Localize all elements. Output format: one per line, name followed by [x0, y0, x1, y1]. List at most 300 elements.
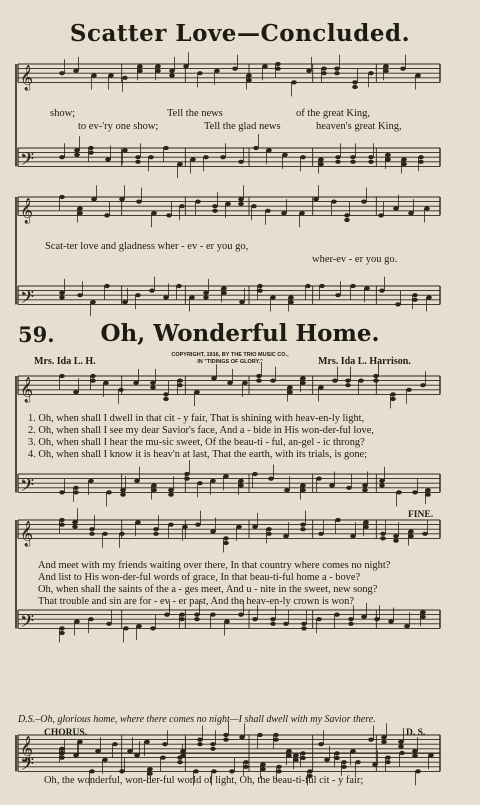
- note-head: [59, 518, 65, 522]
- note-head: [91, 197, 97, 201]
- note-head: [122, 148, 128, 152]
- note-head: [195, 200, 201, 204]
- note-head: [108, 73, 114, 77]
- note-head: [273, 738, 279, 742]
- note-head: [350, 534, 356, 538]
- note-head: [380, 532, 386, 536]
- fine-mark: FINE.: [408, 510, 434, 520]
- note-head: [418, 160, 424, 164]
- note-head: [281, 211, 287, 215]
- note-head: [194, 390, 200, 394]
- note-head: [341, 765, 347, 769]
- note-head: [363, 525, 369, 529]
- note-head: [428, 753, 434, 757]
- note-head: [179, 204, 185, 208]
- note-head: [316, 477, 322, 481]
- note-head: [183, 64, 189, 68]
- verse-3: 3. Oh, when shall I hear the mu-sic sweet, Of the beau-ti - ful, an-gel - ic throng?: [28, 437, 365, 448]
- note-head: [257, 733, 263, 737]
- note-head: [334, 613, 340, 617]
- note-head: [210, 747, 216, 751]
- note-head: [393, 206, 399, 210]
- note-head: [252, 472, 258, 476]
- note-head: [396, 490, 402, 494]
- note-head: [422, 532, 428, 536]
- note-head: [287, 385, 293, 389]
- note-head: [379, 479, 385, 483]
- note-head: [301, 626, 307, 630]
- note-head: [368, 155, 374, 159]
- note-head: [203, 155, 209, 159]
- note-head: [383, 69, 389, 73]
- note-head: [223, 536, 229, 540]
- lyric-line: Scat-ter love and gladness wher - ev - er you go,: [45, 241, 249, 252]
- note-head: [321, 71, 327, 75]
- note-head: [408, 211, 414, 215]
- note-head: [72, 520, 78, 524]
- note-head: [184, 472, 190, 476]
- note-head: [252, 525, 258, 529]
- note-head: [313, 197, 319, 201]
- note-head: [324, 758, 330, 762]
- note-head: [270, 617, 276, 621]
- verse-4-cont: That trouble and sin are for - ev - er past, And the heav-en-ly crown is won?: [38, 596, 354, 607]
- note-head: [368, 160, 374, 164]
- lyric-line: of the great King,: [296, 108, 371, 119]
- note-head: [301, 622, 307, 626]
- note-head: [239, 735, 245, 739]
- note-head: [406, 388, 412, 392]
- note-head: [225, 202, 231, 206]
- note-head: [276, 765, 282, 769]
- note-head: [361, 200, 367, 204]
- note-head: [344, 213, 350, 217]
- note-head: [383, 64, 389, 68]
- note-head: [103, 381, 109, 385]
- note-head: [390, 392, 396, 396]
- note-head: [220, 155, 226, 159]
- note-head: [275, 62, 281, 66]
- note-head: [398, 744, 404, 748]
- note-head: [155, 69, 161, 73]
- note-head: [147, 767, 153, 771]
- note-head: [300, 155, 306, 159]
- note-head: [256, 374, 262, 378]
- note-head: [59, 490, 65, 494]
- note-head: [238, 197, 244, 201]
- note-head: [363, 520, 369, 524]
- note-head: [151, 488, 157, 492]
- note-head: [88, 146, 94, 150]
- note-head: [73, 753, 79, 757]
- note-head: [195, 523, 201, 527]
- note-head: [238, 479, 244, 483]
- note-head: [400, 67, 406, 71]
- note-head: [102, 758, 108, 762]
- note-head: [135, 520, 141, 524]
- note-head: [211, 376, 217, 380]
- note-head: [168, 523, 174, 527]
- note-head: [368, 71, 374, 75]
- note-head: [305, 284, 311, 288]
- note-head: [119, 532, 125, 536]
- note-head: [262, 64, 268, 68]
- note-head: [223, 738, 229, 742]
- note-head: [73, 390, 79, 394]
- note-head: [177, 383, 183, 387]
- note-head: [380, 536, 386, 540]
- clef-icon: 𝄢: [20, 475, 35, 501]
- note-head: [418, 155, 424, 159]
- note-head: [239, 300, 245, 304]
- hymn-title: Oh, Wonderful Home.: [100, 320, 380, 347]
- clef-icon: 𝄢: [20, 611, 35, 637]
- note-head: [253, 146, 259, 150]
- note-head: [381, 740, 387, 744]
- note-head: [90, 300, 96, 304]
- verse-2: 2. Oh, when shall I see my dear Savior's face, And a - bide in His won-der-ful love,: [28, 425, 374, 436]
- note-head: [203, 295, 209, 299]
- note-head: [77, 740, 83, 744]
- note-head: [334, 67, 340, 71]
- note-head: [408, 529, 414, 533]
- copyright-notice: [150, 352, 310, 366]
- note-head: [238, 483, 244, 487]
- note-head: [59, 71, 65, 75]
- note-head: [266, 527, 272, 531]
- note-head: [122, 76, 128, 80]
- note-head: [288, 295, 294, 299]
- note-head: [243, 760, 249, 764]
- clef-icon: 𝄢: [20, 149, 35, 175]
- note-head: [401, 162, 407, 166]
- note-head: [134, 753, 140, 757]
- note-head: [385, 153, 391, 157]
- note-head: [348, 622, 354, 626]
- note-head: [177, 162, 183, 166]
- note-head: [345, 379, 351, 383]
- note-head: [284, 488, 290, 492]
- note-head: [211, 769, 217, 773]
- note-head: [293, 758, 299, 762]
- note-head: [381, 735, 387, 739]
- note-head: [268, 477, 274, 481]
- note-head: [212, 204, 218, 208]
- note-head: [335, 293, 341, 297]
- note-head: [412, 298, 418, 302]
- note-head: [288, 300, 294, 304]
- note-head: [390, 397, 396, 401]
- note-head: [133, 381, 139, 385]
- note-head: [385, 760, 391, 764]
- note-head: [362, 483, 368, 487]
- note-head: [194, 613, 200, 617]
- note-head: [300, 483, 306, 487]
- verse-1-cont: And meet with my friends waiting over there, In that country where comes no night?: [38, 560, 391, 571]
- note-head: [420, 610, 426, 614]
- note-head: [118, 388, 124, 392]
- note-head: [350, 284, 356, 288]
- ds-mark: D. S.: [406, 728, 426, 738]
- note-head: [197, 71, 203, 75]
- note-head: [362, 488, 368, 492]
- note-head: [153, 527, 159, 531]
- note-head: [257, 284, 263, 288]
- music-credit: Mrs. Ida L. Harrison.: [318, 356, 411, 367]
- note-head: [168, 488, 174, 492]
- note-head: [137, 64, 143, 68]
- note-head: [210, 613, 216, 617]
- clef-icon: 𝄞: [20, 736, 34, 762]
- note-head: [197, 481, 203, 485]
- note-head: [151, 483, 157, 487]
- note-head: [150, 381, 156, 385]
- note-head: [151, 211, 157, 215]
- note-head: [358, 379, 364, 383]
- note-head: [102, 532, 108, 536]
- note-head: [144, 740, 150, 744]
- note-head: [300, 381, 306, 385]
- note-head: [395, 302, 401, 306]
- note-head: [59, 195, 65, 199]
- note-head: [257, 289, 263, 293]
- note-head: [59, 155, 65, 159]
- note-head: [266, 532, 272, 536]
- note-head: [189, 295, 195, 299]
- note-head: [420, 615, 426, 619]
- note-head: [169, 69, 175, 73]
- note-head: [270, 622, 276, 626]
- note-head: [104, 213, 110, 217]
- note-head: [88, 617, 94, 621]
- note-head: [426, 295, 432, 299]
- note-head: [59, 756, 65, 760]
- note-head: [120, 488, 126, 492]
- note-head: [243, 765, 249, 769]
- clef-icon: 𝄞: [20, 521, 34, 547]
- note-head: [112, 742, 118, 746]
- note-head: [412, 490, 418, 494]
- note-head: [214, 69, 220, 73]
- note-head: [350, 160, 356, 164]
- verse-2-cont: And list to His won-der-ful words of grace, In that beau-ti-ful home a - bove?: [38, 572, 361, 583]
- note-head: [350, 155, 356, 159]
- note-head: [425, 488, 431, 492]
- note-head: [242, 381, 248, 385]
- note-head: [276, 769, 282, 773]
- chorus-lyric: Oh, the wonderful, won-der-ful world of light, Oh, the beau-ti-ful cit - y fair;: [44, 775, 364, 786]
- note-head: [163, 392, 169, 396]
- note-head: [184, 477, 190, 481]
- note-head: [203, 291, 209, 295]
- note-head: [378, 213, 384, 217]
- note-head: [163, 295, 169, 299]
- note-head: [221, 291, 227, 295]
- note-head: [135, 155, 141, 159]
- note-head: [318, 385, 324, 389]
- note-head: [150, 385, 156, 389]
- note-head: [77, 293, 83, 297]
- note-head: [379, 483, 385, 487]
- note-head: [224, 619, 230, 623]
- note-head: [398, 740, 404, 744]
- note-head: [221, 286, 227, 290]
- verse-4: 4. Oh, when shall I know it is heav'n at last, That the earth, with its trials, is gone;: [28, 449, 368, 460]
- note-head: [300, 488, 306, 492]
- clef-icon: 𝄞: [20, 65, 34, 91]
- note-head: [252, 617, 258, 621]
- note-head: [106, 490, 112, 494]
- note-head: [332, 379, 338, 383]
- lyric-line: heaven's great King,: [316, 121, 402, 132]
- note-head: [91, 73, 97, 77]
- note-head: [246, 73, 252, 77]
- note-head: [372, 762, 378, 766]
- note-head: [368, 738, 374, 742]
- note-head: [318, 532, 324, 536]
- note-head: [273, 733, 279, 737]
- note-head: [210, 742, 216, 746]
- note-head: [212, 209, 218, 213]
- lyric-line: to ev-'ry one show;: [78, 121, 159, 132]
- note-head: [415, 73, 421, 77]
- note-head: [291, 80, 297, 84]
- note-head: [401, 157, 407, 161]
- clef-icon: 𝄢: [20, 287, 35, 313]
- note-head: [134, 479, 140, 483]
- note-head: [266, 148, 272, 152]
- note-head: [300, 376, 306, 380]
- note-head: [275, 67, 281, 71]
- note-head: [88, 151, 94, 155]
- note-head: [256, 379, 262, 383]
- note-head: [163, 146, 169, 150]
- note-head: [72, 525, 78, 529]
- note-head: [283, 622, 289, 626]
- note-head: [137, 69, 143, 73]
- note-head: [153, 532, 159, 536]
- note-head: [345, 383, 351, 387]
- note-head: [316, 617, 322, 621]
- note-head: [425, 493, 431, 497]
- note-head: [150, 626, 156, 630]
- note-head: [306, 69, 312, 73]
- note-head: [393, 534, 399, 538]
- clef-icon: 𝄢: [20, 754, 35, 780]
- note-head: [344, 218, 350, 222]
- note-head: [299, 211, 305, 215]
- note-head: [227, 381, 233, 385]
- note-head: [88, 479, 94, 483]
- copyright-source: IN "TIDINGS OF GLORY.": [197, 359, 263, 365]
- note-head: [168, 493, 174, 497]
- note-head: [182, 525, 188, 529]
- note-head: [59, 523, 65, 527]
- note-head: [346, 486, 352, 490]
- note-head: [379, 289, 385, 293]
- note-head: [59, 291, 65, 295]
- note-head: [59, 751, 65, 755]
- note-head: [321, 67, 327, 71]
- note-head: [420, 383, 426, 387]
- note-head: [270, 295, 276, 299]
- note-head: [77, 211, 83, 215]
- note-head: [424, 206, 430, 210]
- note-head: [179, 617, 185, 621]
- note-head: [136, 200, 142, 204]
- note-head: [282, 153, 288, 157]
- lyric-line: show;: [50, 108, 76, 119]
- note-head: [335, 518, 341, 522]
- note-head: [265, 209, 271, 213]
- note-head: [197, 738, 203, 742]
- note-head: [385, 756, 391, 760]
- note-head: [73, 69, 79, 73]
- note-head: [373, 379, 379, 383]
- note-head: [388, 619, 394, 623]
- note-head: [149, 289, 155, 293]
- note-head: [361, 615, 367, 619]
- note-head: [283, 534, 289, 538]
- note-head: [59, 626, 65, 630]
- note-head: [223, 733, 229, 737]
- note-head: [90, 379, 96, 383]
- note-head: [210, 529, 216, 533]
- note-head: [318, 742, 324, 746]
- note-head: [59, 747, 65, 751]
- verse-3-cont: Oh, when shall the saints of the a - ges meet, And u - nite in the sweet, new song?: [38, 584, 378, 595]
- note-head: [136, 624, 142, 628]
- note-head: [177, 756, 183, 760]
- note-head: [300, 527, 306, 531]
- note-head: [120, 493, 126, 497]
- note-head: [197, 742, 203, 746]
- note-head: [104, 284, 110, 288]
- note-head: [385, 157, 391, 161]
- note-head: [415, 769, 421, 773]
- note-head: [223, 541, 229, 545]
- note-head: [90, 374, 96, 378]
- note-head: [331, 200, 337, 204]
- note-head: [293, 753, 299, 757]
- note-head: [119, 197, 125, 201]
- note-head: [179, 613, 185, 617]
- note-head: [89, 769, 95, 773]
- note-head: [287, 390, 293, 394]
- lyric-line: wher-ev - er you go.: [312, 254, 398, 265]
- note-head: [260, 767, 266, 771]
- note-head: [236, 525, 242, 529]
- note-head: [223, 474, 229, 478]
- note-head: [318, 162, 324, 166]
- note-head: [260, 762, 266, 766]
- note-head: [122, 300, 128, 304]
- note-head: [352, 80, 358, 84]
- note-head: [166, 213, 172, 217]
- note-head: [74, 619, 80, 623]
- note-head: [238, 202, 244, 206]
- note-head: [229, 769, 235, 773]
- chorus-label: CHORUS.: [44, 728, 88, 738]
- note-head: [59, 295, 65, 299]
- note-head: [160, 756, 166, 760]
- hymn-number: 59.: [18, 322, 55, 347]
- note-head: [355, 760, 361, 764]
- lyric-line: Tell the news: [167, 108, 223, 119]
- note-head: [329, 483, 335, 487]
- clef-icon: 𝄞: [20, 377, 34, 403]
- note-head: [162, 742, 168, 746]
